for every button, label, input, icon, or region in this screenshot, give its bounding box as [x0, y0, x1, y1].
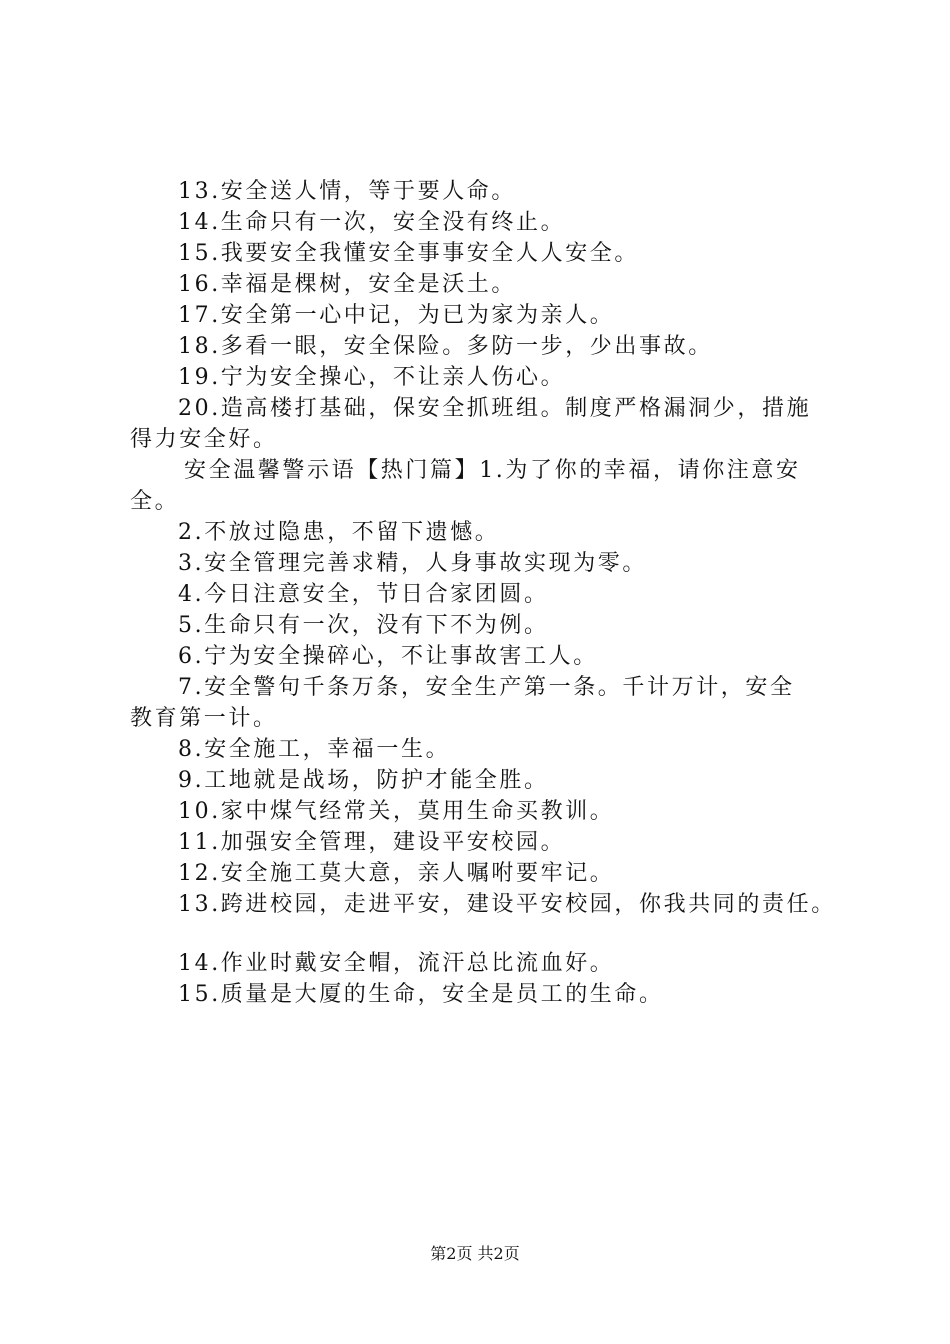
text-line: 4.今日注意安全，节日合家团圆。	[178, 582, 549, 607]
section-heading-line: 安全温馨警示语【热门篇】1.为了你的幸福，请你注意安	[184, 458, 801, 483]
text-line: 14.作业时戴安全帽，流汗总比流血好。	[178, 951, 615, 976]
text-line: 17.安全第一心中记，为已为家为亲人。	[178, 303, 615, 328]
text-line: 14.生命只有一次，安全没有终止。	[178, 210, 566, 235]
text-line-continuation: 得力安全好。	[130, 427, 278, 452]
text-line: 15.我要安全我懂安全事事安全人人安全。	[178, 241, 639, 266]
text-line: 10.家中煤气经常关，莫用生命买教训。	[178, 799, 615, 824]
text-line: 9.工地就是战场，防护才能全胜。	[178, 768, 549, 793]
text-line: 3.安全管理完善求精，人身事故实现为零。	[178, 551, 647, 576]
text-line: 5.生命只有一次，没有下不为例。	[178, 613, 549, 638]
text-line-continuation: 全。	[130, 489, 180, 514]
text-line-continuation: 教育第一计。	[130, 706, 278, 731]
text-line: 2.不放过隐患，不留下遗憾。	[178, 520, 500, 545]
document-body	[130, 176, 836, 1010]
text-line: 16.幸福是棵树，安全是沃土。	[178, 272, 516, 297]
text-line: 13.安全送人情，等于要人命。	[178, 179, 516, 204]
text-line: 12.安全施工莫大意，亲人嘱咐要牢记。	[178, 861, 615, 886]
text-line: 20.造高楼打基础，保安全抓班组。制度严格漏洞少，措施	[178, 396, 812, 421]
text-line: 11.加强安全管理，建设平安校园。	[178, 830, 566, 855]
text-line: 7.安全警句千条万条，安全生产第一条。千计万计，安全	[178, 675, 795, 700]
text-line: 15.质量是大厦的生命，安全是员工的生命。	[178, 982, 664, 1007]
text-line: 8.安全施工，幸福一生。	[178, 737, 451, 762]
blank-line	[130, 920, 830, 948]
text-line: 18.多看一眼，安全保险。多防一步，少出事故。	[178, 334, 713, 359]
text-line: 19.宁为安全操心，不让亲人伤心。	[178, 365, 566, 390]
page-footer: 第2页 共2页	[430, 1244, 520, 1263]
text-line: 13.跨进校园，走进平安，建设平安校园，你我共同的责任。	[178, 892, 836, 917]
text-line: 6.宁为安全操碎心，不让事故害工人。	[178, 644, 598, 669]
